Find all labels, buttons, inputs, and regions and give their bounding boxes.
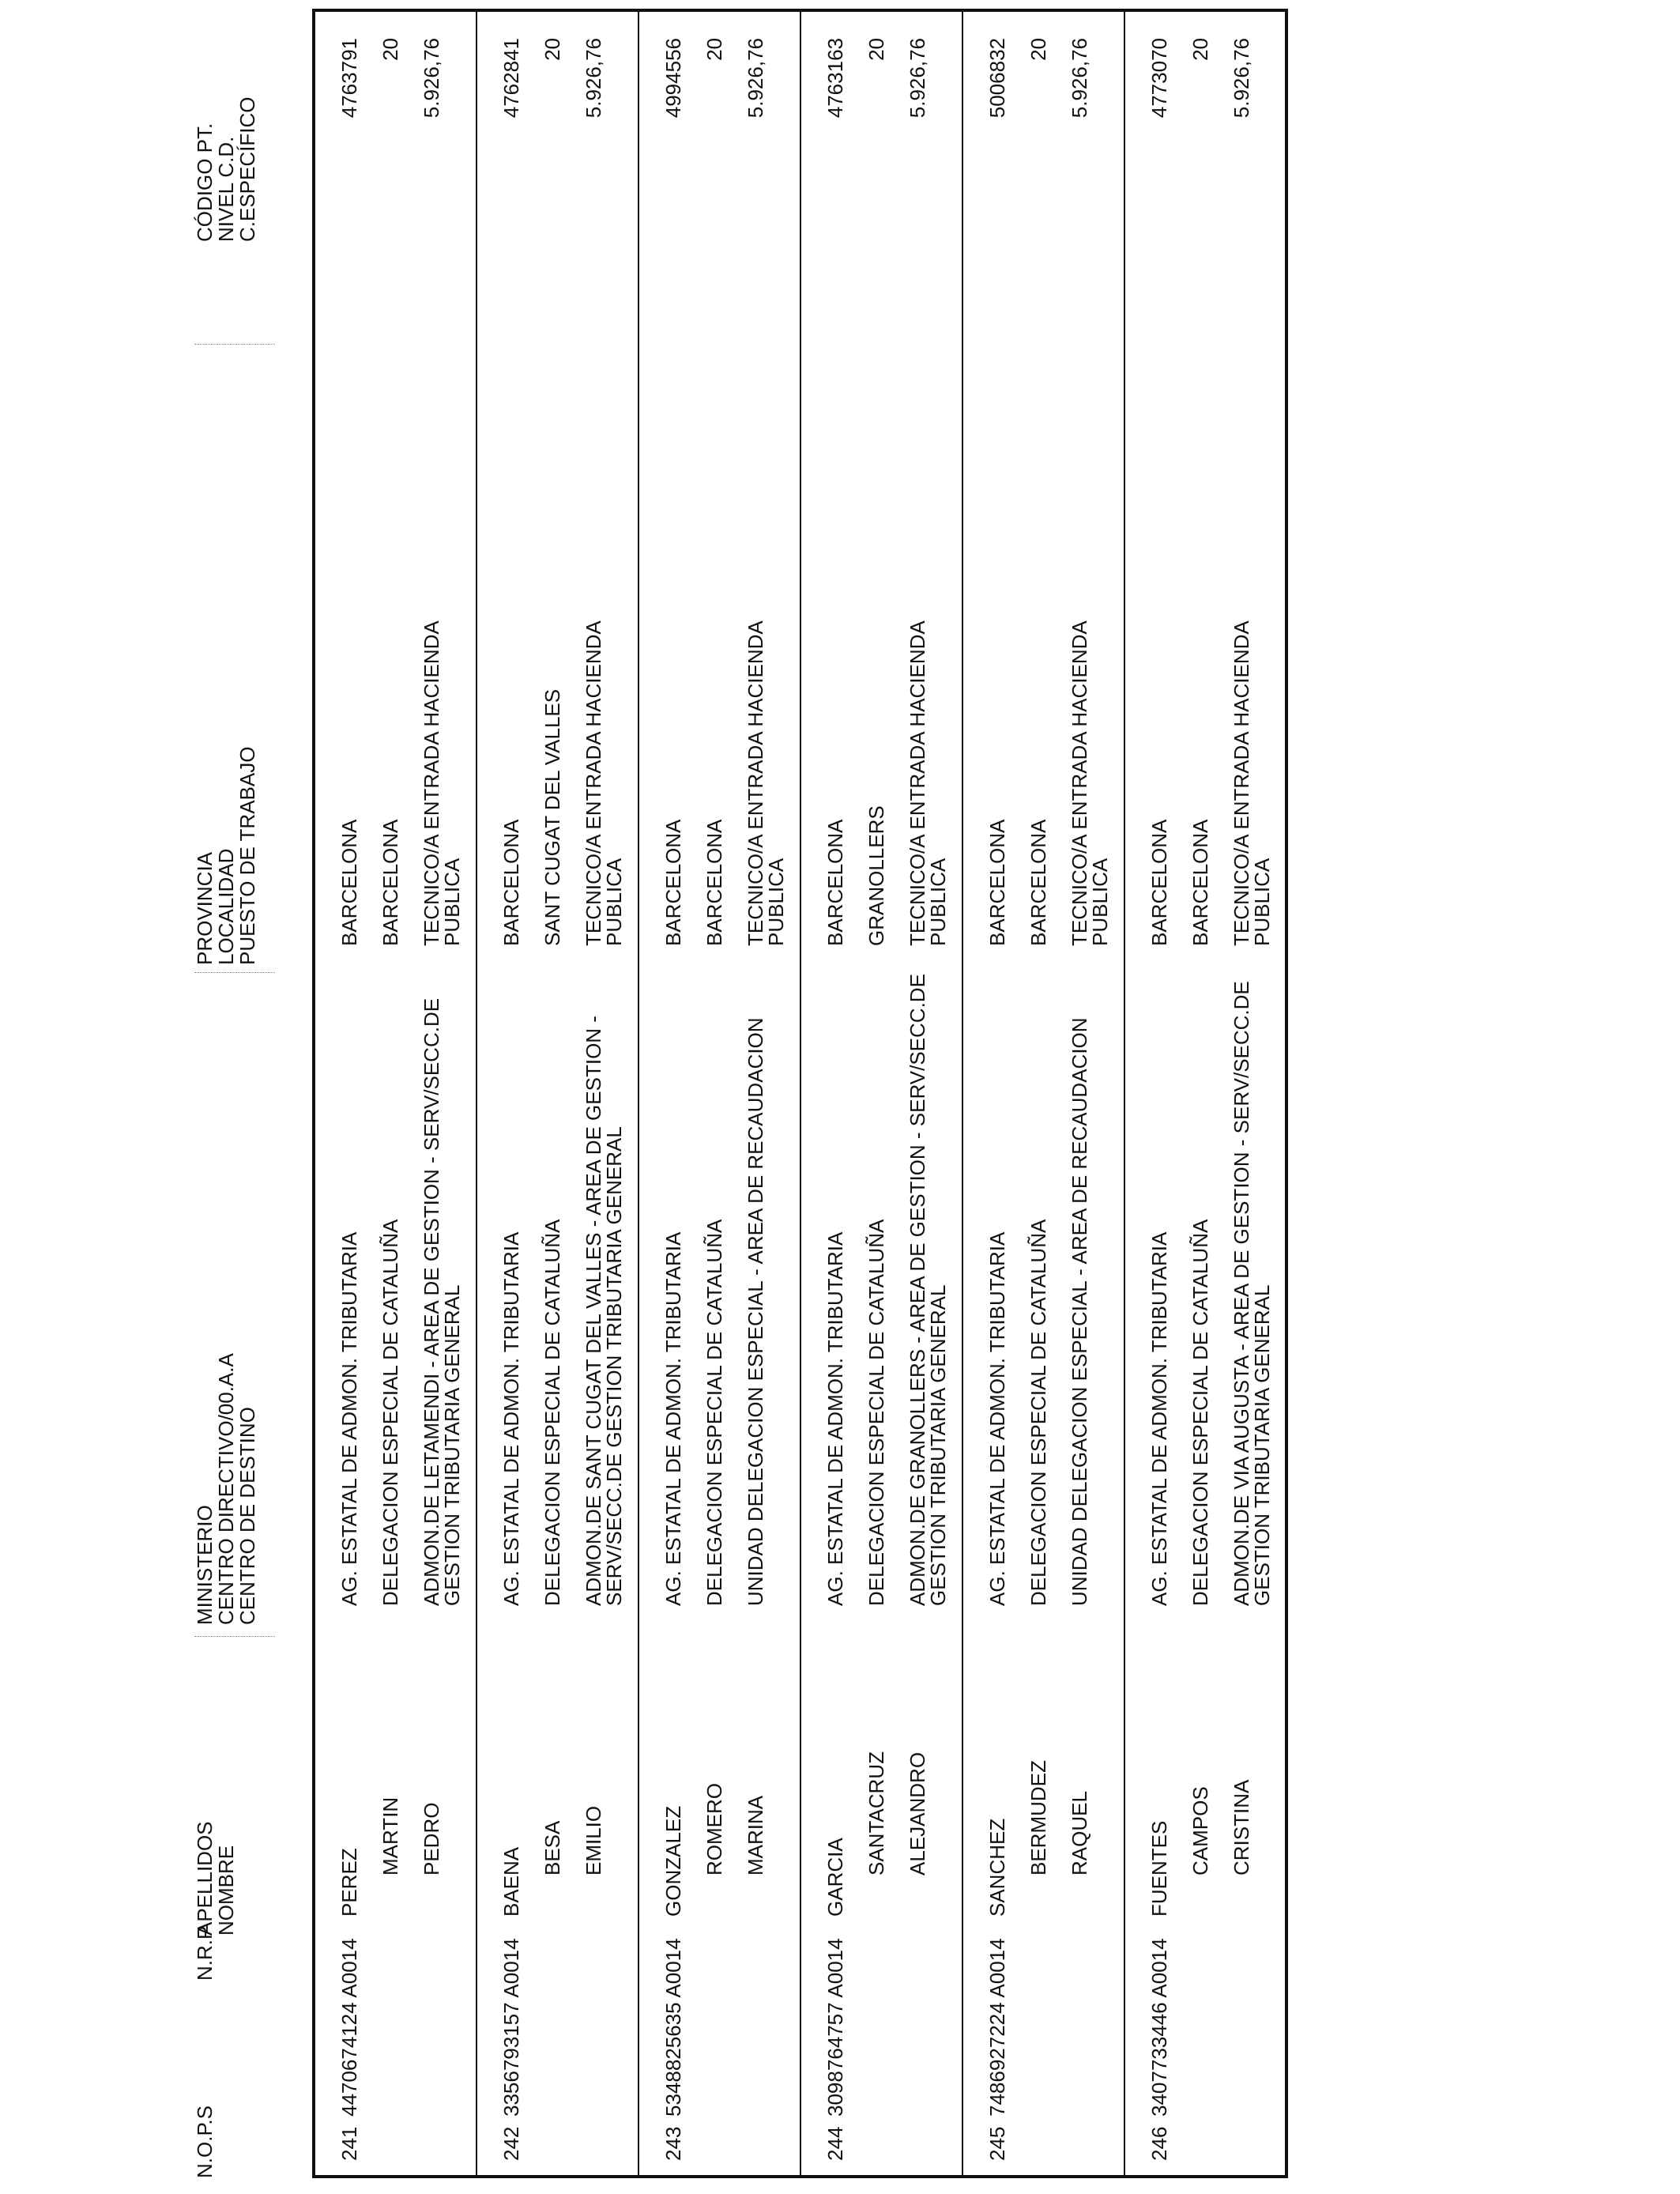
row-ministry-destination: UNIDAD DELEGACION ESPECIAL - AREA DE RECAUDACION bbox=[744, 1017, 767, 1606]
row-surname-1: PEREZ bbox=[337, 1848, 361, 1917]
row-codes bbox=[663, 38, 786, 318]
row-names bbox=[501, 1806, 605, 1917]
row-number: 245 bbox=[985, 2126, 1009, 2161]
row-first-name: PEDRO bbox=[420, 1802, 443, 1875]
row-job-title: TECNICO/A ENTRADA HACIENDA PUBLICA bbox=[744, 621, 788, 946]
row-level-cd: 20 bbox=[864, 38, 888, 61]
header-provincia bbox=[194, 747, 258, 965]
row-province bbox=[1149, 567, 1272, 946]
row-ministry bbox=[825, 974, 948, 1606]
table-row bbox=[639, 12, 801, 2175]
row-province-name: BARCELONA bbox=[499, 819, 523, 946]
header-separator bbox=[194, 1636, 275, 1637]
row-locality: GRANOLLERS bbox=[864, 805, 888, 946]
row-nrp: 3098764757 A0014 bbox=[823, 1938, 847, 2117]
header-centro-directivo-label: CENTRO DIRECTIVO/00.A.A bbox=[214, 1353, 238, 1625]
table-header bbox=[194, 0, 273, 2194]
row-specific-amount: 5.926,76 bbox=[906, 38, 929, 119]
row-nrp: 5348825635 A0014 bbox=[661, 1938, 685, 2117]
header-provincia-label: PROVINCIA bbox=[193, 851, 217, 965]
header-localidad-label: LOCALIDAD bbox=[214, 848, 238, 965]
row-ministry-agency: AG. ESTATAL DE ADMON. TRIBUTARIA bbox=[985, 1231, 1009, 1606]
row-ministry bbox=[501, 974, 624, 1606]
header-codigo-label: CÓDIGO PT. bbox=[193, 123, 217, 242]
row-surname-2: ROMERO bbox=[703, 1783, 726, 1875]
row-first-name: CRISTINA bbox=[1230, 1779, 1253, 1875]
row-surname-2: CAMPOS bbox=[1188, 1786, 1212, 1875]
row-province bbox=[825, 567, 948, 946]
row-first-name: RAQUEL bbox=[1068, 1791, 1091, 1875]
row-code-pt: 4994556 bbox=[661, 38, 685, 119]
row-code-pt: 4763163 bbox=[823, 38, 847, 119]
row-job-title: TECNICO/A ENTRADA HACIENDA PUBLICA bbox=[906, 621, 950, 946]
row-ministry-agency: AG. ESTATAL DE ADMON. TRIBUTARIA bbox=[337, 1231, 361, 1606]
header-separator bbox=[194, 344, 275, 345]
header-nivel-label: NIVEL C.D. bbox=[214, 136, 238, 242]
row-ministry-agency: AG. ESTATAL DE ADMON. TRIBUTARIA bbox=[823, 1231, 847, 1606]
row-first-name: ALEJANDRO bbox=[906, 1751, 929, 1875]
table-row bbox=[963, 12, 1125, 2175]
row-job-title: TECNICO/A ENTRADA HACIENDA PUBLICA bbox=[582, 621, 626, 946]
row-ministry-directive: DELEGACION ESPECIAL DE CATALUÑA bbox=[541, 1219, 564, 1606]
row-surname-1: GARCIA bbox=[823, 1838, 847, 1917]
row-level-cd: 20 bbox=[1188, 38, 1212, 61]
row-province bbox=[339, 567, 462, 946]
row-level-cd: 20 bbox=[541, 38, 564, 61]
row-codes bbox=[987, 38, 1110, 318]
header-nops-label: N.O.P.S bbox=[193, 2105, 217, 2178]
row-surname-2: MARTIN bbox=[379, 1796, 402, 1875]
row-ministry-destination: UNIDAD DELEGACION ESPECIAL - AREA DE RECAUDACION bbox=[1068, 1017, 1091, 1606]
row-ministry-directive: DELEGACION ESPECIAL DE CATALUÑA bbox=[864, 1219, 888, 1606]
row-names bbox=[663, 1783, 767, 1917]
table-row bbox=[1125, 12, 1287, 2175]
header-nombre-label: NOMBRE bbox=[214, 1845, 238, 1936]
row-surname-2: BESA bbox=[541, 1820, 564, 1875]
row-ministry-agency: AG. ESTATAL DE ADMON. TRIBUTARIA bbox=[661, 1231, 685, 1606]
row-code-pt: 4762841 bbox=[499, 38, 523, 119]
records-table bbox=[312, 9, 1288, 2178]
table-row bbox=[477, 12, 639, 2175]
row-codes bbox=[1149, 38, 1272, 318]
row-ministry-agency: AG. ESTATAL DE ADMON. TRIBUTARIA bbox=[499, 1231, 523, 1606]
row-province-name: BARCELONA bbox=[1147, 819, 1171, 946]
row-codes bbox=[339, 38, 462, 318]
row-ministry bbox=[339, 974, 462, 1606]
row-specific-amount: 5.926,76 bbox=[1230, 38, 1253, 119]
row-province bbox=[501, 567, 624, 946]
row-first-name: MARINA bbox=[744, 1795, 767, 1875]
row-names bbox=[339, 1797, 443, 1917]
header-especifico-label: C.ESPECÍFICO bbox=[235, 96, 259, 242]
row-province-name: BARCELONA bbox=[823, 819, 847, 946]
header-centro-destino-label: CENTRO DE DESTINO bbox=[235, 1407, 259, 1625]
row-level-cd: 20 bbox=[703, 38, 726, 61]
header-apellidos bbox=[194, 1821, 237, 1936]
row-code-pt: 4763791 bbox=[337, 38, 361, 119]
row-nrp: 7486927224 A0014 bbox=[985, 1938, 1009, 2117]
row-province-name: BARCELONA bbox=[337, 819, 361, 946]
row-ministry-directive: DELEGACION ESPECIAL DE CATALUÑA bbox=[379, 1219, 402, 1606]
header-puesto-label: PUESTO DE TRABAJO bbox=[235, 746, 259, 965]
row-number: 243 bbox=[661, 2126, 685, 2161]
header-nrp-label: N.R.P bbox=[193, 1925, 217, 1981]
row-code-pt: 5006832 bbox=[985, 38, 1009, 119]
row-specific-amount: 5.926,76 bbox=[420, 38, 443, 119]
row-ministry-directive: DELEGACION ESPECIAL DE CATALUÑA bbox=[1188, 1219, 1212, 1606]
header-nops bbox=[194, 2105, 216, 2178]
row-ministry-destination: ADMON.DE LETAMENDI - AREA DE GESTION - SERV/SECC.DE GESTION TRIBUTARIA GENERAL bbox=[420, 997, 464, 1606]
header-separator bbox=[194, 972, 275, 973]
row-codes bbox=[501, 38, 624, 318]
row-ministry bbox=[1149, 974, 1272, 1606]
row-number: 244 bbox=[823, 2126, 847, 2161]
row-locality: BARCELONA bbox=[1026, 819, 1050, 946]
row-level-cd: 20 bbox=[1026, 38, 1050, 61]
row-specific-amount: 5.926,76 bbox=[744, 38, 767, 119]
row-number: 246 bbox=[1147, 2126, 1171, 2161]
row-level-cd: 20 bbox=[379, 38, 402, 61]
row-surname-2: BERMUDEZ bbox=[1026, 1760, 1050, 1875]
row-specific-amount: 5.926,76 bbox=[582, 38, 605, 119]
row-first-name: EMILIO bbox=[582, 1805, 605, 1875]
row-surname-1: FUENTES bbox=[1147, 1820, 1171, 1917]
row-specific-amount: 5.926,76 bbox=[1068, 38, 1091, 119]
row-nrp: 4470674124 A0014 bbox=[337, 1938, 361, 2117]
row-ministry bbox=[987, 974, 1090, 1606]
row-surname-1: BAENA bbox=[499, 1846, 523, 1917]
row-number: 242 bbox=[499, 2126, 523, 2161]
row-locality: SANT CUGAT DEL VALLES bbox=[541, 688, 564, 946]
row-ministry-destination: ADMON.DE GRANOLLERS - AREA DE GESTION - SERV/SECC.DE GESTION TRIBUTARIA GENERAL bbox=[906, 974, 950, 1606]
row-locality: BARCELONA bbox=[1188, 819, 1212, 946]
row-nrp: 3407733446 A0014 bbox=[1147, 1938, 1171, 2117]
row-province bbox=[987, 567, 1110, 946]
row-surname-1: SANCHEZ bbox=[985, 1818, 1009, 1917]
row-province-name: BARCELONA bbox=[985, 819, 1009, 946]
header-apellidos-label: APELLIDOS bbox=[193, 1821, 217, 1936]
row-names bbox=[825, 1751, 929, 1917]
row-locality: BARCELONA bbox=[379, 819, 402, 946]
row-ministry-directive: DELEGACION ESPECIAL DE CATALUÑA bbox=[1026, 1219, 1050, 1606]
row-number: 241 bbox=[337, 2126, 361, 2161]
row-code-pt: 4773070 bbox=[1147, 38, 1171, 119]
row-ministry-destination: ADMON.DE VIA AUGUSTA - AREA DE GESTION - SERV/SECC.DE GESTION TRIBUTARIA GENERAL bbox=[1230, 981, 1274, 1606]
row-names bbox=[1149, 1780, 1252, 1917]
row-ministry-agency: AG. ESTATAL DE ADMON. TRIBUTARIA bbox=[1147, 1231, 1171, 1606]
row-province bbox=[663, 567, 786, 946]
table-row bbox=[315, 12, 477, 2175]
row-codes bbox=[825, 38, 948, 318]
header-ministerio bbox=[194, 1353, 258, 1625]
row-ministry bbox=[663, 974, 766, 1606]
row-province-name: BARCELONA bbox=[661, 819, 685, 946]
row-nrp: 3356793157 A0014 bbox=[499, 1938, 523, 2117]
row-ministry-destination: ADMON.DE SANT CUGAT DEL VALLES - AREA DE GESTION - SERV/SECC.DE GESTION TRIBUTARIA GENERAL bbox=[582, 1016, 626, 1606]
row-job-title: TECNICO/A ENTRADA HACIENDA PUBLICA bbox=[1230, 621, 1274, 946]
header-codigo bbox=[194, 97, 258, 242]
row-ministry-directive: DELEGACION ESPECIAL DE CATALUÑA bbox=[703, 1219, 726, 1606]
row-surname-2: SANTACRUZ bbox=[864, 1751, 888, 1875]
row-locality: BARCELONA bbox=[703, 819, 726, 946]
row-job-title: TECNICO/A ENTRADA HACIENDA PUBLICA bbox=[420, 621, 464, 946]
row-job-title: TECNICO/A ENTRADA HACIENDA PUBLICA bbox=[1068, 621, 1112, 946]
row-surname-1: GONZALEZ bbox=[661, 1805, 685, 1917]
header-ministerio-label: MINISTERIO bbox=[193, 1505, 217, 1625]
row-names bbox=[987, 1760, 1090, 1917]
table-row bbox=[801, 12, 963, 2175]
